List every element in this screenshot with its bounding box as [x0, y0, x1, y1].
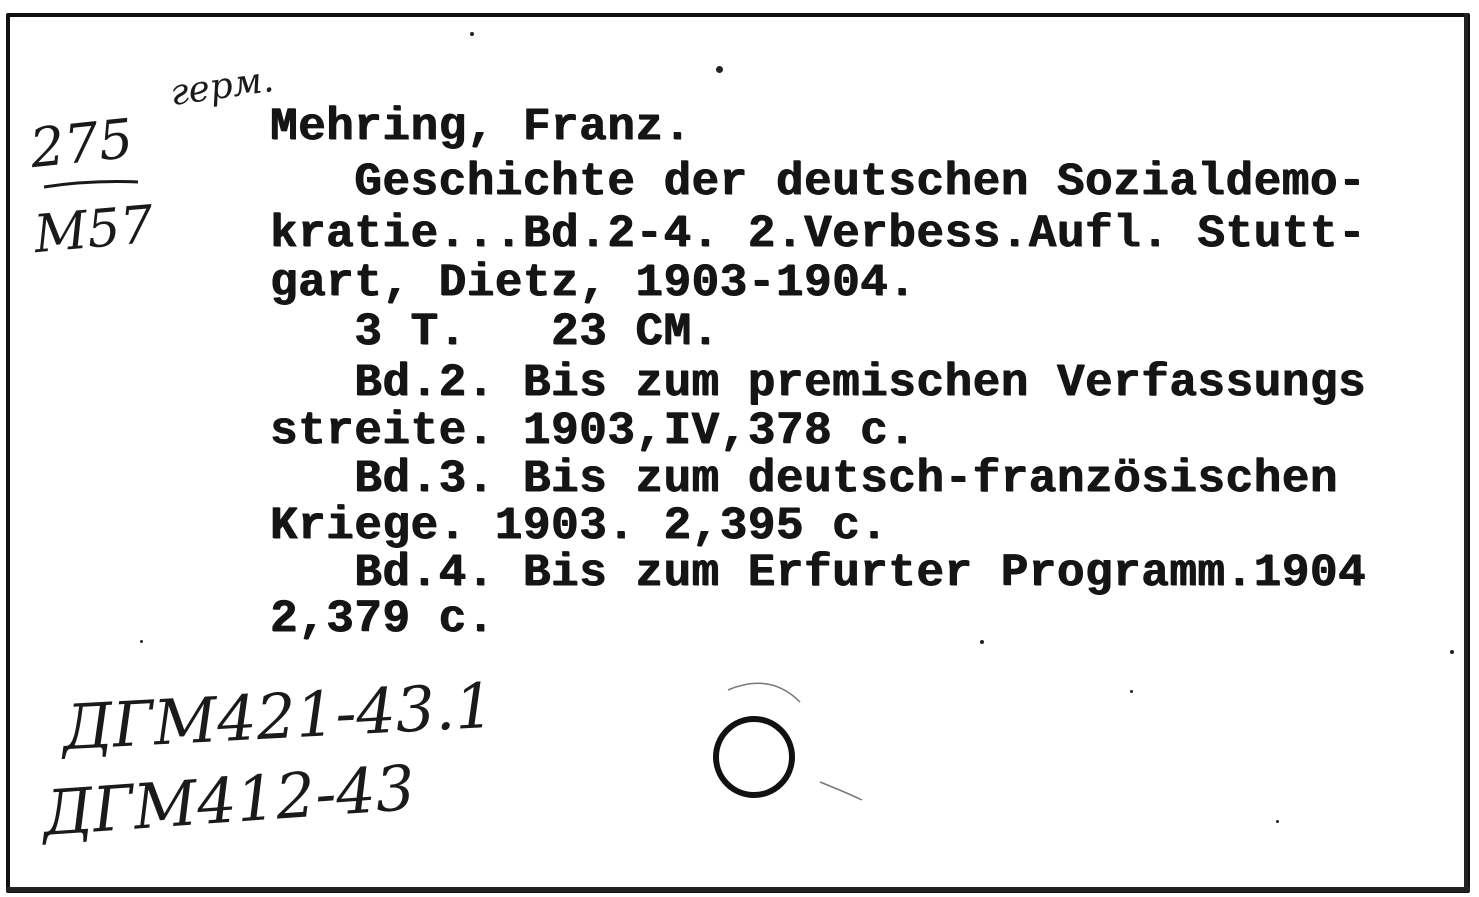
entry-line-9: Kriege. 1903. 2,395 c.: [270, 500, 889, 552]
entry-line-10: Bd.4. Bis zum Erfurter Programm.1904: [270, 547, 1367, 599]
entry-line-6: Bd.2. Bis zum premischen Verfassungs: [270, 357, 1367, 409]
entry-line-2: Geschichte der deutschen Sozialdemo-: [270, 156, 1367, 208]
shelf-mark-1: ДГМ421-43.1: [60, 668, 496, 765]
entry-line-4: gart, Dietz, 1903-1904.: [270, 257, 917, 309]
call-number-superscript: герм.: [167, 58, 277, 115]
stamp-trace-arc: [728, 683, 800, 702]
stamp-trace-line: [820, 782, 862, 800]
entry-line-7: streite. 1903,IV,378 c.: [270, 405, 917, 457]
call-number-top: 275: [26, 106, 137, 181]
scan-speck: [1450, 650, 1454, 654]
punch-hole: [713, 716, 795, 798]
entry-line-3: kratie...Bd.2-4. 2.Verbess.Aufl. Stutt-: [270, 208, 1367, 260]
scan-speck: [980, 640, 984, 644]
entry-line-11: 2,379 c.: [270, 593, 495, 645]
scan-speck: [140, 640, 143, 643]
entry-line-8: Bd.3. Bis zum deutsch-französischen: [270, 453, 1338, 505]
scan-speck: [1130, 690, 1133, 693]
scan-speck: [470, 32, 474, 36]
scan-speck: [716, 66, 723, 73]
shelf-mark-2: ДГМ412-43: [39, 751, 418, 850]
scan-speck: [1276, 820, 1279, 823]
call-number-bottom: M57: [31, 194, 156, 266]
entry-line-5: 3 T. 23 CM.: [270, 306, 720, 358]
entry-line-1: Mehring, Franz.: [270, 101, 692, 153]
call-number-divider-line: [44, 182, 138, 187]
